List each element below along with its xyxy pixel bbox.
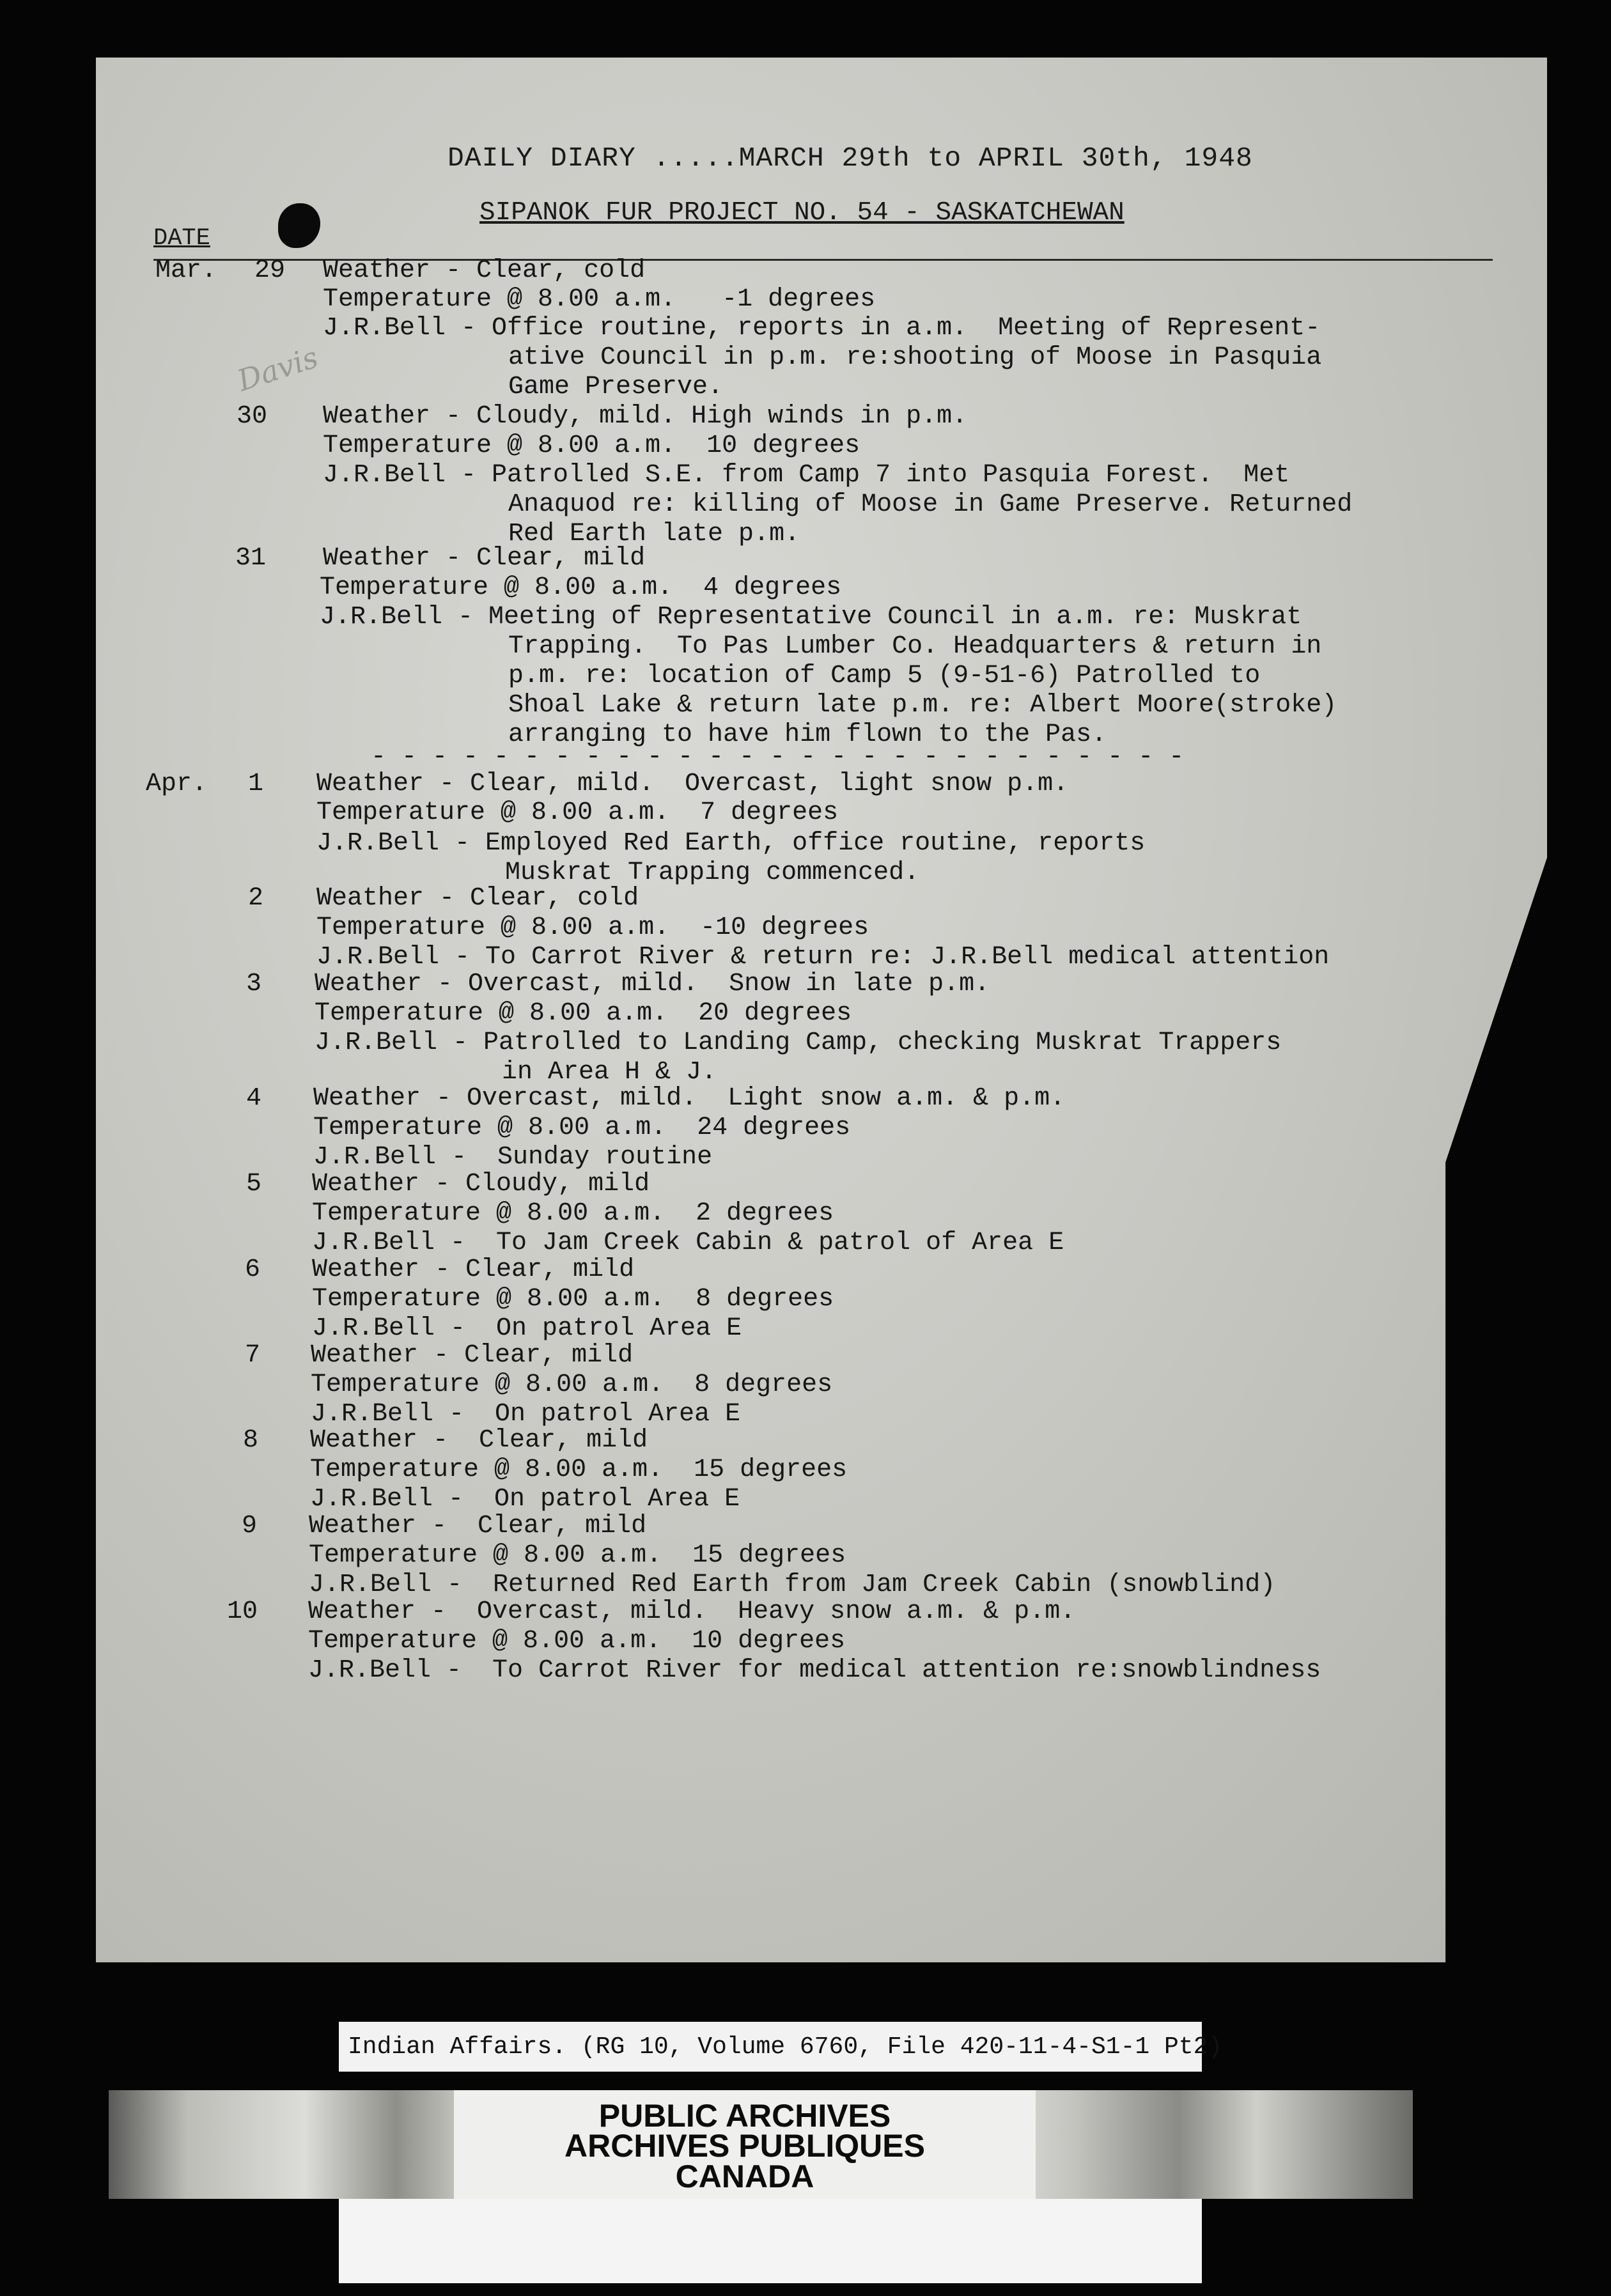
entry-temperature: Temperature @ 8.00 a.m. 8 degrees bbox=[312, 1285, 834, 1314]
archives-stamp bbox=[454, 2090, 1036, 2199]
entry-weather: Weather - Overcast, mild. Heavy snow a.m. & p.m. bbox=[308, 1597, 1076, 1626]
entry-activity-cont: p.m. re: location of Camp 5 (9-51-6) Patrolled to bbox=[508, 662, 1261, 690]
entry-day: 4 bbox=[246, 1084, 262, 1113]
entry-activity-cont: in Area H & J. bbox=[502, 1058, 717, 1087]
entry-activity: J.R.Bell - On patrol Area E bbox=[310, 1485, 740, 1514]
stamp-line-3: CANADA bbox=[675, 2159, 814, 2194]
entry-activity-cont: Game Preserve. bbox=[508, 373, 724, 401]
entry-temperature: Temperature @ 8.00 a.m. 2 degrees bbox=[312, 1199, 834, 1228]
blank-label bbox=[339, 2199, 1202, 2283]
entry-activity: J.R.Bell - To Carrot River for medical attention re:snowblindness bbox=[308, 1656, 1321, 1685]
entry-day: 3 bbox=[246, 970, 262, 998]
project-subtitle: SIPANOK FUR PROJECT NO. 54 - SASKATCHEWAN bbox=[479, 198, 1125, 228]
entry-weather: Weather - Clear, mild bbox=[310, 1426, 648, 1455]
entry-activity-cont: Trapping. To Pas Lumber Co. Headquarters & return in bbox=[508, 632, 1322, 661]
entry-activity-cont: Anaquod re: killing of Moose in Game Preserve. Returned bbox=[508, 490, 1353, 519]
entry-day: 6 bbox=[245, 1255, 261, 1284]
entry-weather: Weather - Cloudy, mild. High winds in p.m. bbox=[323, 402, 968, 431]
page-title: DAILY DIARY .....MARCH 29th to APRIL 30th, 1948 bbox=[447, 143, 1253, 174]
entry-temperature: Temperature @ 8.00 a.m. 24 degrees bbox=[313, 1113, 851, 1142]
pencil-annotation: Davis bbox=[233, 339, 322, 398]
entry-activity: J.R.Bell - To Carrot River & return re: J.R.Bell medical attention bbox=[316, 943, 1330, 972]
entry-activity-cont: Shoal Lake & return late p.m. re: Albert Moore(stroke) bbox=[508, 691, 1337, 720]
entry-temperature: Temperature @ 8.00 a.m. 10 degrees bbox=[308, 1627, 846, 1656]
entry-weather: Weather - Clear, mild bbox=[312, 1255, 635, 1284]
stamp-line-1: PUBLIC ARCHIVES bbox=[598, 2098, 891, 2134]
entry-day: 10 bbox=[227, 1597, 258, 1626]
entry-temperature: Temperature @ 8.00 a.m. 10 degrees bbox=[323, 431, 860, 460]
entry-temperature: Temperature @ 8.00 a.m. -10 degrees bbox=[316, 913, 869, 942]
entry-activity: J.R.Bell - On patrol Area E bbox=[312, 1314, 742, 1343]
archive-reference-label bbox=[339, 2022, 1223, 2072]
entry-day: 8 bbox=[243, 1426, 259, 1455]
entry-activity-cont: ative Council in p.m. re:shooting of Moose in Pasquia bbox=[508, 343, 1322, 372]
entry-temperature: Temperature @ 8.00 a.m. 20 degrees bbox=[315, 999, 852, 1028]
stamp-line-2: ARCHIVES PUBLIQUES bbox=[564, 2128, 925, 2164]
entry-activity: J.R.Bell - Sunday routine bbox=[313, 1143, 713, 1172]
entry-temperature: Temperature @ 8.00 a.m. 4 degrees bbox=[320, 573, 842, 602]
entry-activity: J.R.Bell - Meeting of Representative Council in a.m. re: Muskrat bbox=[320, 603, 1302, 632]
entry-weather: Weather - Overcast, mild. Light snow a.m. & p.m. bbox=[313, 1084, 1066, 1113]
entry-temperature: Temperature @ 8.00 a.m. 8 degrees bbox=[311, 1370, 833, 1399]
entry-weather: Weather - Clear, mild bbox=[323, 544, 646, 573]
section-separator: - - - - - - - - - - - - - - - - - - - - - - - - - - - bbox=[371, 743, 1185, 772]
entry-weather: Weather - Clear, cold bbox=[316, 884, 639, 913]
archive-reference-text: Indian Affairs. (RG 10, Volume 6760, File 420-11-4-S1-1 Pt2) bbox=[348, 2033, 1223, 2061]
entry-activity-cont: Red Earth late p.m. bbox=[508, 520, 800, 548]
entry-day: 1 bbox=[248, 770, 264, 798]
entry-activity-cont: Muskrat Trapping commenced. bbox=[505, 858, 920, 887]
entry-activity: J.R.Bell - Patrolled to Landing Camp, checking Muskrat Trappers bbox=[315, 1028, 1282, 1057]
month-label-apr: Apr. bbox=[146, 770, 208, 798]
entry-activity: J.R.Bell - Returned Red Earth from Jam Creek Cabin (snowblind) bbox=[309, 1571, 1276, 1599]
entry-day: 2 bbox=[248, 884, 264, 913]
entry-day: 5 bbox=[246, 1170, 262, 1198]
entry-activity: J.R.Bell - Patrolled S.E. from Camp 7 into Pasquia Forest. Met bbox=[323, 461, 1290, 490]
entry-activity: J.R.Bell - Employed Red Earth, office routine, reports bbox=[316, 829, 1146, 858]
entry-day: 29 bbox=[254, 256, 286, 285]
entry-weather: Weather - Clear, mild. Overcast, light snow p.m. bbox=[316, 770, 1069, 798]
entry-day: 9 bbox=[242, 1512, 258, 1540]
entry-temperature: Temperature @ 8.00 a.m. -1 degrees bbox=[323, 285, 876, 314]
entry-activity: J.R.Bell - Office routine, reports in a.m. Meeting of Represent- bbox=[323, 314, 1321, 343]
entry-temperature: Temperature @ 8.00 a.m. 15 degrees bbox=[310, 1455, 848, 1484]
entry-day: 31 bbox=[235, 544, 267, 573]
entry-weather: Weather - Cloudy, mild bbox=[312, 1170, 650, 1198]
entry-activity-cont: arranging to have him flown to the Pas. bbox=[508, 720, 1107, 749]
entry-weather: Weather - Clear, cold bbox=[323, 256, 646, 285]
entry-day: 30 bbox=[237, 402, 268, 431]
entry-day: 7 bbox=[245, 1341, 261, 1370]
entry-weather: Weather - Clear, mild bbox=[311, 1341, 634, 1370]
entry-weather: Weather - Overcast, mild. Snow in late p.m. bbox=[315, 970, 990, 998]
date-column-header: DATE bbox=[153, 225, 210, 252]
month-label-mar: Mar. bbox=[155, 256, 217, 285]
entry-temperature: Temperature @ 8.00 a.m. 15 degrees bbox=[309, 1541, 846, 1570]
entry-activity: J.R.Bell - To Jam Creek Cabin & patrol of Area E bbox=[312, 1229, 1064, 1257]
entry-weather: Weather - Clear, mild bbox=[309, 1512, 647, 1540]
entry-temperature: Temperature @ 8.00 a.m. 7 degrees bbox=[316, 798, 839, 827]
entry-activity: J.R.Bell - On patrol Area E bbox=[311, 1400, 741, 1429]
